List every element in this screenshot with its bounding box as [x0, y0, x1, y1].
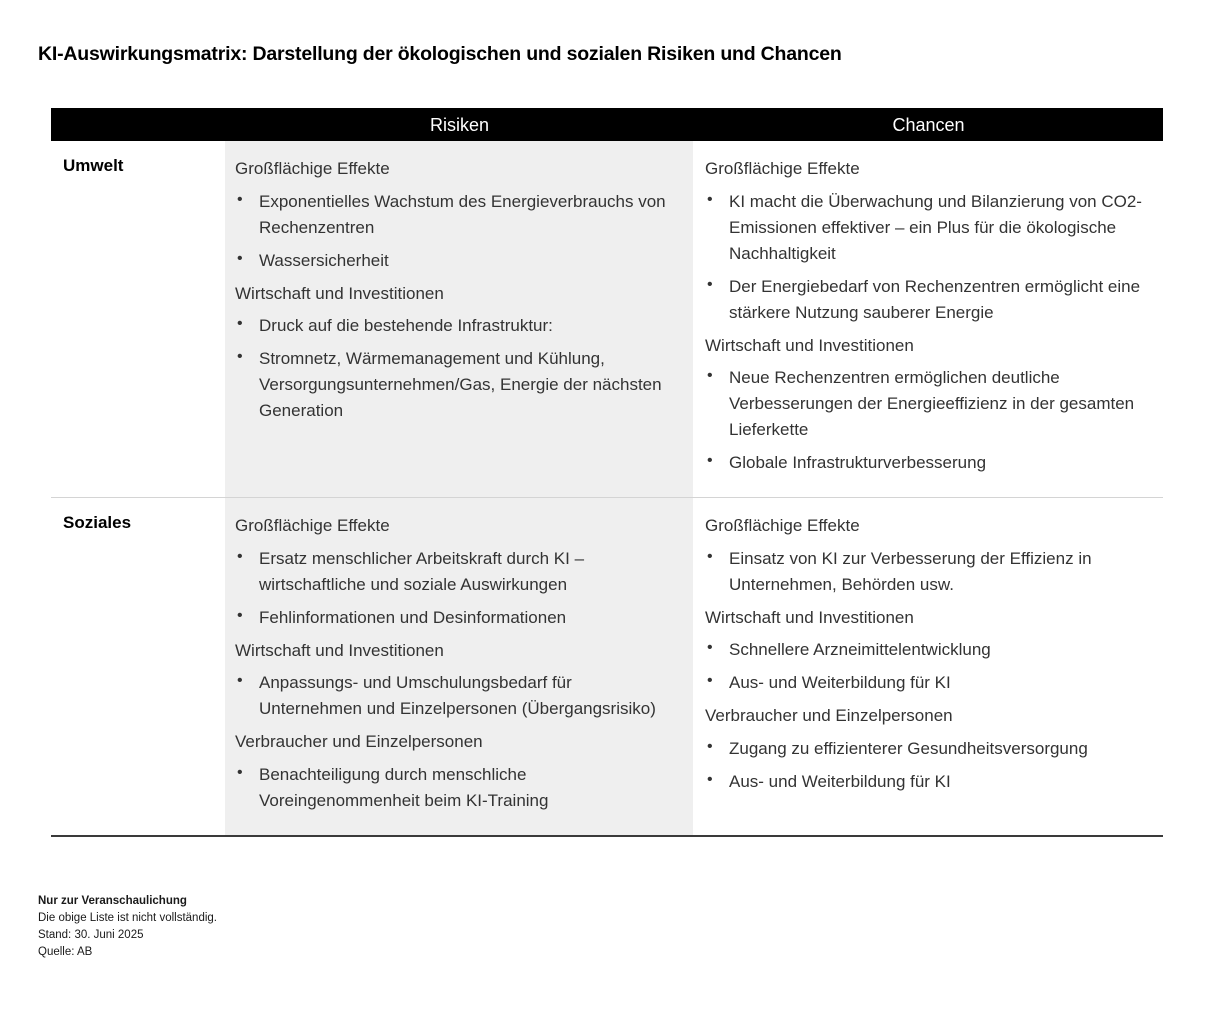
table-row	[51, 141, 1163, 497]
list-item: • Globale Infrastrukturverbesserung	[705, 450, 1149, 476]
list-item: • Einsatz von KI zur Verbesserung der Effizienz in Unternehmen, Behörden usw.	[705, 546, 1149, 598]
list-item: • Der Energiebedarf von Rechenzentren ermöglicht eine stärkere Nutzung sauberer Energie	[705, 274, 1149, 326]
group-heading: Wirtschaft und Investitionen	[235, 283, 444, 303]
list-item: • Stromnetz, Wärmemanagement und Kühlung, Versorgungsunternehmen/Gas, Energie der nächsten Generation	[235, 346, 679, 424]
list-item: • Druck auf die bestehende Infrastruktur:	[235, 313, 679, 339]
cell-soziales-chancen	[693, 498, 1163, 835]
footnote-completeness: Die obige Liste ist nicht vollständig.	[38, 912, 217, 925]
bullet-list	[235, 189, 679, 274]
group-heading: Großflächige Effekte	[705, 516, 860, 535]
bullet-list	[235, 313, 679, 424]
column-header-chancen: Chancen	[892, 114, 965, 135]
list-item: • Neue Rechenzentren ermöglichen deutliche Verbesserungen der Energieeffizienz in der gesamten Lieferkette	[705, 365, 1149, 443]
group-heading: Verbraucher und Einzelpersonen	[235, 732, 483, 751]
bullet-list	[705, 546, 1149, 598]
table-row	[51, 497, 1163, 835]
footnotes	[38, 893, 217, 961]
list-item: • Aus- und Weiterbildung für KI	[705, 670, 1149, 696]
list-item: • Wassersicherheit	[235, 248, 679, 274]
page-title: KI-Auswirkungsmatrix: Darstellung der ökologischen und sozialen Risiken und Chancen	[38, 43, 842, 65]
group-heading: Großflächige Effekte	[235, 516, 390, 535]
table-bottom-rule	[51, 835, 1163, 837]
list-item: • Exponentielles Wachstum des Energieverbrauchs von Rechenzentren	[235, 189, 679, 241]
group-heading: Wirtschaft und Investitionen	[235, 640, 444, 660]
bullet-list	[705, 637, 1149, 696]
row-label-umwelt: Umwelt	[51, 141, 225, 497]
list-item: • Fehlinformationen und Desinformationen	[235, 605, 679, 631]
group-heading: Wirtschaft und Investitionen	[705, 335, 914, 355]
list-item: • KI macht die Überwachung und Bilanzierung von CO2-Emissionen effektiver – ein Plus für die ökologische Nachhaltigkeit	[705, 189, 1149, 267]
bullet-list	[705, 365, 1149, 476]
bullet-list	[705, 736, 1149, 795]
bullet-list	[235, 762, 679, 814]
list-item: • Anpassungs- und Umschulungsbedarf für Unternehmen und Einzelpersonen (Übergangsrisiko)	[235, 670, 679, 722]
bullet-list	[235, 546, 679, 631]
cell-umwelt-chancen	[693, 141, 1163, 497]
column-header-risiken: Risiken	[429, 114, 490, 135]
impact-matrix-table	[51, 108, 1163, 835]
group-heading: Großflächige Effekte	[235, 159, 390, 178]
list-item: • Benachteiligung durch menschliche Voreingenommenheit beim KI-Training	[235, 762, 679, 814]
row-label-soziales: Soziales	[51, 498, 225, 835]
footnote-date: Stand: 30. Juni 2025	[38, 929, 144, 942]
group-heading: Verbraucher und Einzelpersonen	[705, 706, 953, 725]
table-header-row	[51, 108, 1163, 141]
group-heading: Wirtschaft und Investitionen	[705, 607, 914, 627]
cell-umwelt-risiken	[225, 141, 693, 497]
bullet-list	[235, 670, 679, 722]
group-heading: Großflächige Effekte	[705, 159, 860, 178]
footnote-source: Quelle: AB	[38, 946, 93, 959]
bullet-list	[705, 189, 1149, 326]
list-item: • Schnellere Arzneimittelentwicklung	[705, 637, 1149, 663]
list-item: • Aus- und Weiterbildung für KI	[705, 769, 1149, 795]
list-item: • Zugang zu effizienterer Gesundheitsversorgung	[705, 736, 1149, 762]
cell-soziales-risiken	[225, 498, 693, 835]
footnote-disclaimer-title: Nur zur Veranschaulichung	[38, 895, 187, 907]
list-item: • Ersatz menschlicher Arbeitskraft durch KI – wirtschaftliche und soziale Auswirkungen	[235, 546, 679, 598]
